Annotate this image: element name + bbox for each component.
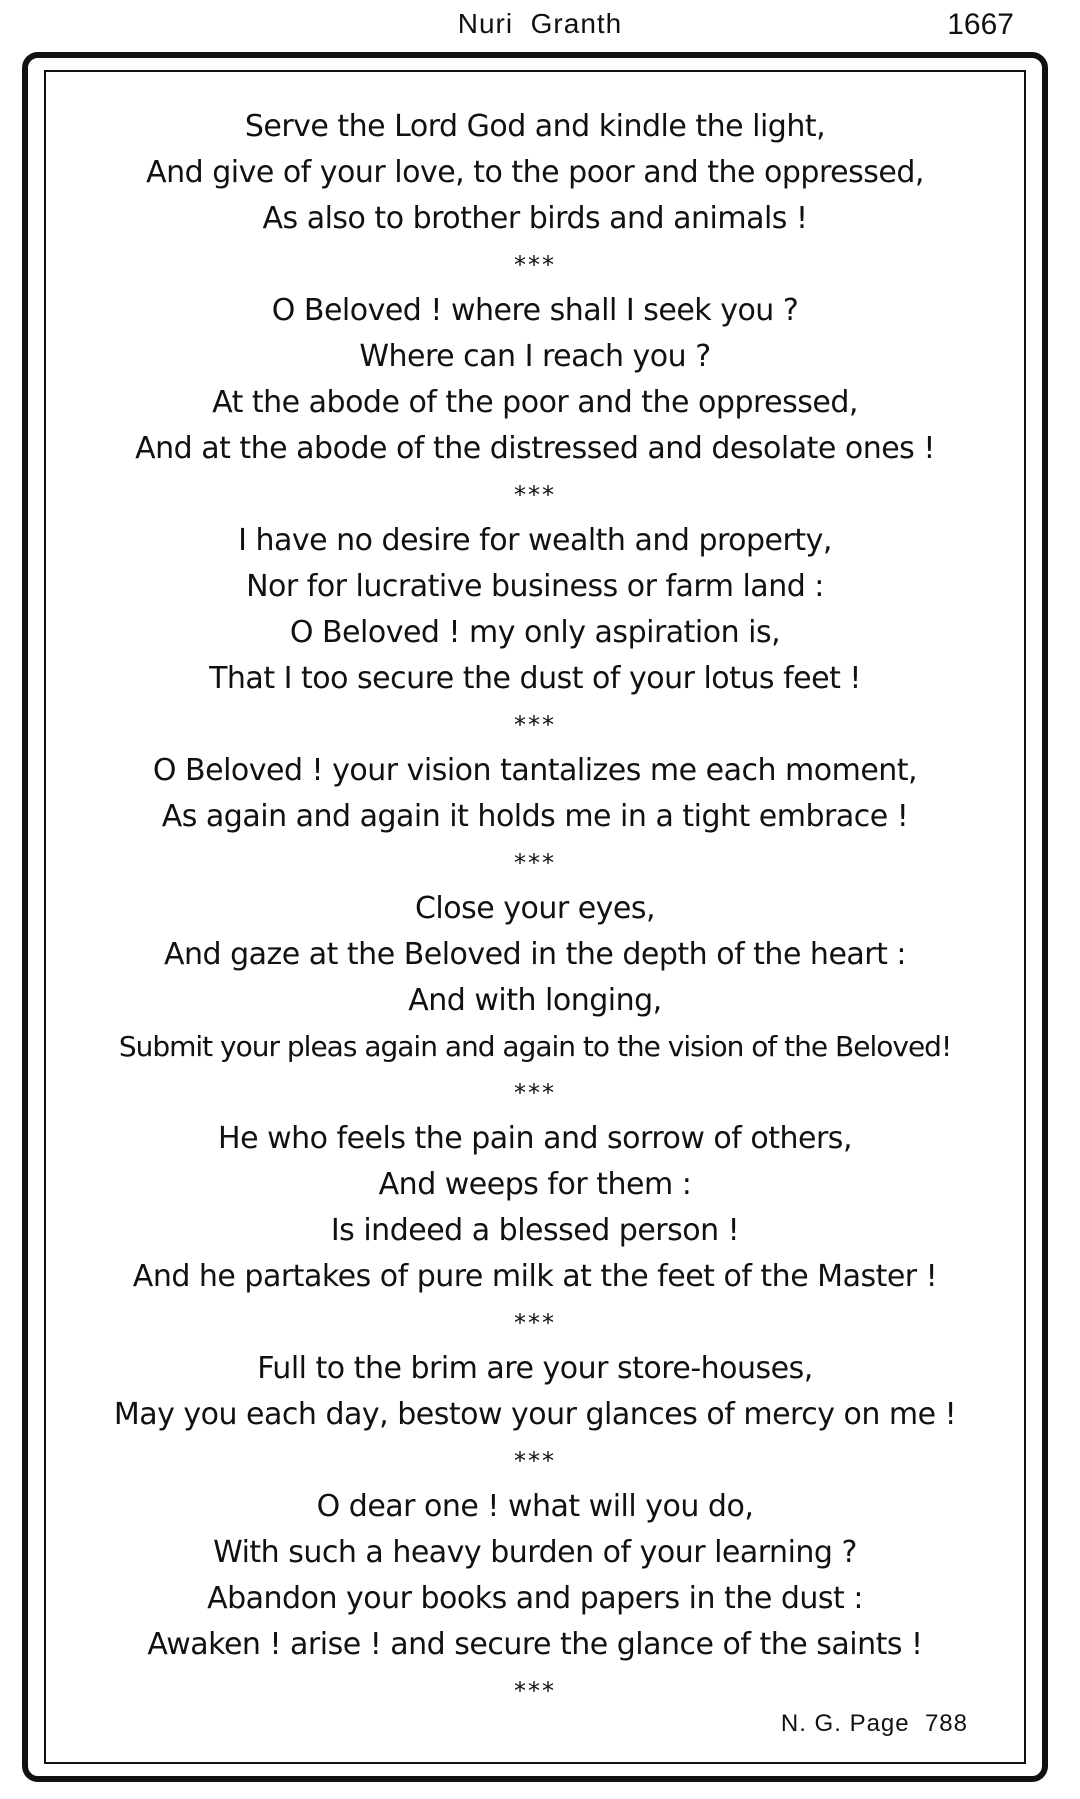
page-reference: N. G. Page 788 bbox=[780, 1710, 968, 1737]
verse-line: And with longing, bbox=[408, 983, 662, 1018]
verse-line: That I too secure the dust of your lotus feet ! bbox=[209, 661, 861, 696]
verse-line: As again and again it holds me in a tight embrace ! bbox=[161, 799, 909, 834]
verse-line: And at the abode of the distressed and desolate ones ! bbox=[135, 431, 935, 466]
stanza-separator: *** bbox=[514, 1447, 556, 1475]
stanza-separator: *** bbox=[514, 711, 556, 739]
stanza-separator: *** bbox=[514, 1079, 556, 1107]
verse-line: O dear one ! what will you do, bbox=[316, 1489, 754, 1524]
verse-line: At the abode of the poor and the oppressed, bbox=[212, 385, 858, 420]
verse-line: O Beloved ! my only aspiration is, bbox=[289, 615, 781, 650]
stanza-separator: *** bbox=[514, 1677, 556, 1705]
verse-line: Nor for lucrative business or farm land : bbox=[246, 569, 824, 604]
verse-line: And give of your love, to the poor and the oppressed, bbox=[146, 155, 924, 190]
verse-line: May you each day, bestow your glances of mercy on me ! bbox=[113, 1397, 957, 1432]
verse-line: Is indeed a blessed person ! bbox=[330, 1213, 740, 1248]
verse-line: Awaken ! arise ! and secure the glance of the saints ! bbox=[147, 1627, 923, 1662]
verse-line: O Beloved ! where shall I seek you ? bbox=[271, 293, 799, 328]
stanza-separator: *** bbox=[514, 849, 556, 877]
verse-line: And weeps for them : bbox=[378, 1167, 692, 1202]
verse-line: Serve the Lord God and kindle the light, bbox=[244, 109, 826, 144]
page-header bbox=[0, 8, 1080, 48]
inner-border bbox=[44, 70, 1026, 1764]
verse-line: And gaze at the Beloved in the depth of the heart : bbox=[163, 937, 907, 972]
verse-line: O Beloved ! your vision tantalizes me each moment, bbox=[152, 753, 918, 788]
book-title: Nuri Granth bbox=[457, 8, 623, 39]
verse-line: Full to the brim are your store-houses, bbox=[257, 1351, 813, 1386]
verse-line: Where can I reach you ? bbox=[359, 339, 711, 374]
verse-line: Close your eyes, bbox=[414, 891, 656, 926]
verse-line: Abandon your books and papers in the dust : bbox=[207, 1581, 863, 1616]
verse-line: With such a heavy burden of your learning ? bbox=[213, 1535, 857, 1570]
verse-line: Submit your pleas again and again to the vision of the Beloved! bbox=[118, 1030, 952, 1063]
stanza-separator: *** bbox=[514, 481, 556, 509]
stanza-separator: *** bbox=[514, 1309, 556, 1337]
verse-line: I have no desire for wealth and property, bbox=[238, 523, 832, 558]
poem-body bbox=[46, 104, 1024, 1714]
outer-border bbox=[22, 52, 1048, 1782]
verse-line: As also to brother birds and animals ! bbox=[262, 201, 808, 236]
page-number: 1667 bbox=[947, 8, 1014, 41]
verse-line: He who feels the pain and sorrow of others, bbox=[218, 1121, 852, 1156]
stanza-separator: *** bbox=[514, 251, 556, 279]
verse-line: And he partakes of pure milk at the feet of the Master ! bbox=[132, 1259, 938, 1294]
